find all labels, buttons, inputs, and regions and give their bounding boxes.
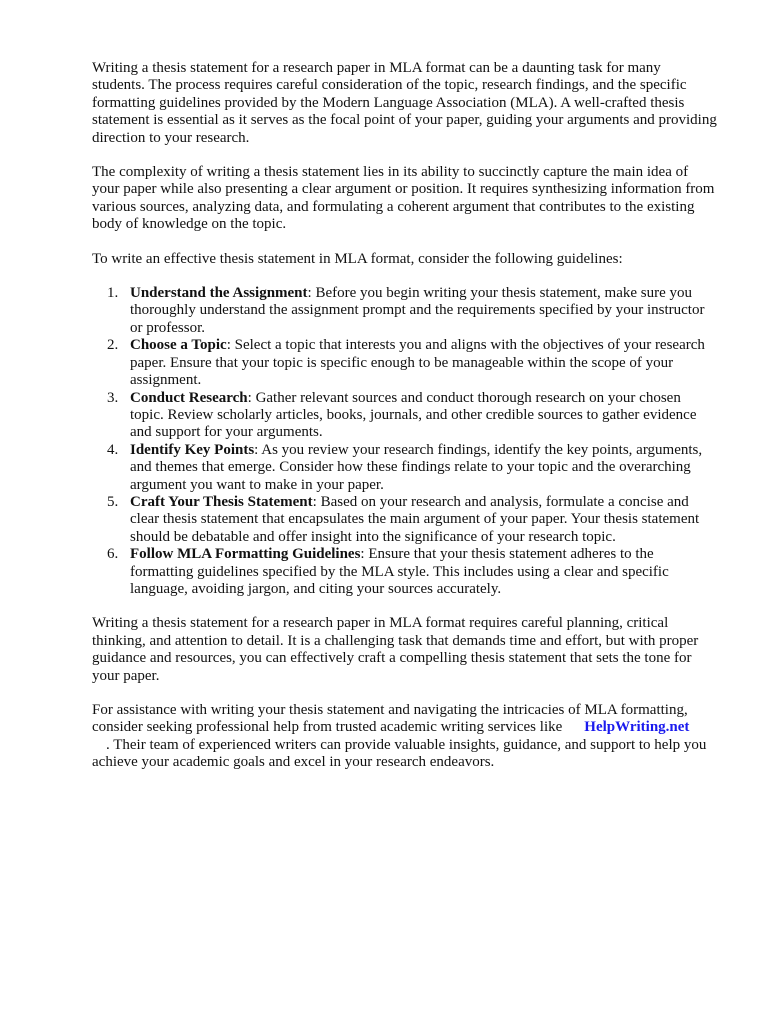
assistance-text: For assistance with writing your thesis statement and navigating the intricacies of MLA formatting, consider seeking professional help from trusted academic writing services like	[92, 702, 688, 736]
list-item-number: 2.	[107, 337, 119, 354]
list-item-term: Understand the Assignment	[130, 285, 308, 302]
list-item-term: Identify Key Points	[130, 441, 255, 458]
list-item-number: 3.	[107, 389, 119, 406]
list-item	[92, 285, 717, 337]
list-item-separator: :	[226, 337, 231, 354]
assistance-paragraph	[92, 702, 717, 772]
intro-paragraph: Writing a thesis statement for a research paper in MLA format can be a daunting task for many students. The process requires careful consideration of the topic, research findings, and the specific formatting guidelines provided by the Modern Language Association (MLA). A well-crafted thesis statement is essential as it serves as the focal point of your paper, guiding your arguments and providing direction to your research.	[92, 60, 717, 146]
guidelines-lead-paragraph: To write an effective thesis statement in MLA format, consider the following guidelines:	[92, 250, 623, 267]
list-item	[92, 390, 717, 442]
list-item-term: Follow MLA Formatting Guidelines	[130, 546, 361, 563]
list-item-text: Select a topic that interests you and aligns with the objectives of your research paper. Ensure that your topic is specific enough to be manageable within the scope of your assignment.	[130, 337, 705, 389]
list-item	[92, 337, 717, 389]
list-item-text: Based on your research and analysis, formulate a concise and clear thesis statement that encapsulates the main argument of your paper. Your thesis statement should be debatable and offer insight into the significance of your research topic.	[130, 493, 700, 545]
list-item-separator: :	[360, 546, 365, 563]
list-item	[92, 494, 717, 546]
list-item-separator: :	[312, 493, 317, 510]
guidelines-list	[92, 285, 717, 598]
list-item	[92, 442, 717, 494]
list-item-number: 6.	[107, 546, 119, 563]
list-item-term: Conduct Research	[130, 389, 248, 406]
list-item-number: 1.	[107, 285, 119, 302]
list-item-text: Ensure that your thesis statement adheres to the formatting guidelines specified by the MLA style. This includes using a clear and specific language, avoiding jargon, and citing your sources accurately.	[130, 546, 669, 597]
conclusion-paragraph: Writing a thesis statement for a research paper in MLA format requires careful planning, critical thinking, and attention to detail. It is a challenging task that demands time and effort, but with proper guidance and resources, you can effectively craft a compelling thesis statement that sets the tone for your paper.	[92, 615, 699, 684]
list-item-text: Before you begin writing your thesis statement, make sure you thoroughly understand the assignment prompt and the requirements specified by your instructor or professor.	[130, 285, 705, 336]
document-page	[92, 60, 717, 789]
list-item-term: Craft Your Thesis Statement	[130, 493, 313, 510]
list-item-number: 4.	[107, 441, 119, 458]
assistance-text-continued: . Their team of experienced writers can provide valuable insights, guidance, and support to help you achieve your academic goals and excel in your research endeavors.	[92, 736, 707, 771]
list-item-text: As you review your research findings, identify the key points, arguments, and themes that emerge. Consider how these findings relate to your topic and the overarching argument you want to make in your paper.	[130, 441, 703, 493]
list-item-separator: :	[307, 285, 312, 302]
list-item-term: Choose a Topic	[130, 337, 227, 354]
helpwriting-link[interactable]: HelpWriting.net	[584, 719, 690, 736]
list-item-text: Gather relevant sources and conduct thorough research on your chosen topic. Review scholarly articles, books, journals, and other credible sources to gather evidence and support for your arguments.	[130, 389, 697, 441]
list-item-separator: :	[254, 441, 259, 458]
list-item	[92, 546, 717, 598]
list-item-separator: :	[247, 389, 252, 406]
complexity-paragraph: The complexity of writing a thesis statement lies in its ability to succinctly capture the main idea of your paper while also presenting a clear argument or position. It requires synthesizing information from various sources, analyzing data, and formulating a coherent argument that contributes to the existing body of knowledge on the topic.	[92, 164, 715, 233]
list-item-number: 5.	[107, 493, 119, 510]
